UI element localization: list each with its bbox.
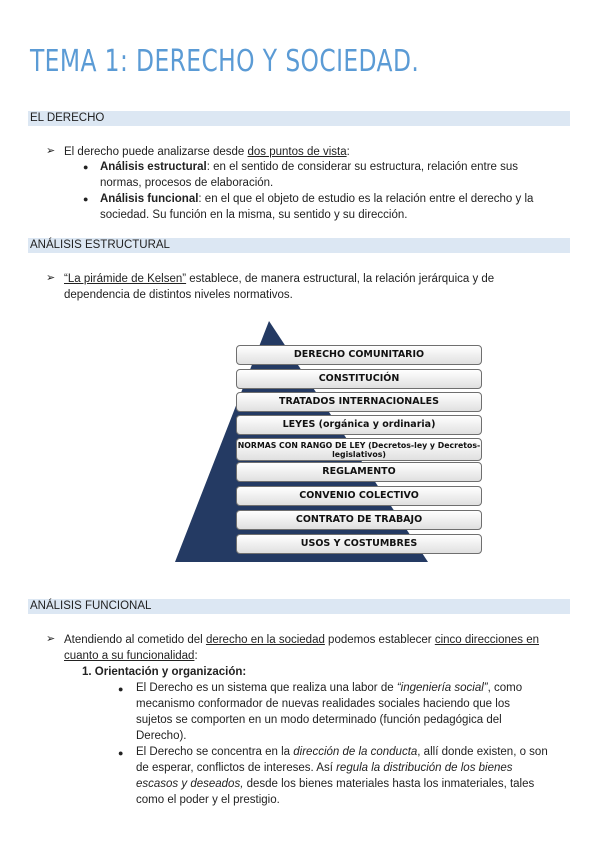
derecho-item-estructural: Análisis estructural: en el sentido de considerar su estructura, relación entre sus normas, procesos de elaboración. [100, 161, 519, 189]
numbered-heading: 1. Orientación y organización: [82, 666, 247, 678]
section-heading-funcional: ANÁLISIS FUNCIONAL [28, 599, 570, 614]
arrow-bullet-icon: ➢ [46, 145, 56, 157]
section-heading-derecho: EL DERECHO [28, 111, 570, 126]
section-heading-estructural: ANÁLISIS ESTRUCTURAL [28, 238, 570, 253]
funcional-bullet-2: El Derecho se concentra en la dirección de la conducta, allí donde existen, o son de esperar, conflictos de intereses. Así regula la distribución de los bienes escasos y deseados, desde los bienes materiales hasta los inmateriales, tales como el poder y el prestigio. [136, 746, 548, 806]
page-title: TEMA 1: DERECHO Y SOCIEDAD. [30, 44, 420, 79]
pyramid-level: CONSTITUCIÓN [236, 369, 482, 389]
bullet-dot-icon: ● [83, 194, 89, 204]
derecho-intro: El derecho puede analizarse desde dos puntos de vista: [64, 146, 350, 158]
pyramid-level: DERECHO COMUNITARIO [236, 345, 482, 365]
pyramid-level: NORMAS CON RANGO DE LEY (Decretos-ley y Decretos-legislativos) [236, 438, 482, 461]
bullet-dot-icon: ● [83, 162, 89, 172]
pyramid-level: REGLAMENTO [236, 462, 482, 482]
pyramid-level: LEYES (orgánica y ordinaria) [236, 415, 482, 435]
pyramid-level: USOS Y COSTUMBRES [236, 534, 482, 554]
bullet-dot-icon: ● [118, 684, 124, 694]
bullet-dot-icon: ● [118, 748, 124, 758]
pyramid-level: CONVENIO COLECTIVO [236, 486, 482, 506]
pyramid-level: CONTRATO DE TRABAJO [236, 510, 482, 530]
estructural-text: “La pirámide de Kelsen” establece, de manera estructural, la relación jerárquica y de dependencia de distintos niveles normativos. [64, 273, 495, 301]
funcional-intro: Atendiendo al cometido del derecho en la sociedad podemos establecer cinco direcciones en cuanto a su funcionalidad: [64, 634, 540, 662]
pyramid-level: TRATADOS INTERNACIONALES [236, 392, 482, 412]
arrow-bullet-icon: ➢ [46, 272, 56, 284]
funcional-bullet-1: El Derecho es un sistema que realiza una labor de “ingeniería social”, como mecanismo conformador de nuevas realidades sociales haciendo que los sujetos se comporten en un modo determinado (función pedagógica del Derecho). [136, 682, 523, 742]
derecho-item-funcional: Análisis funcional: en el que el objeto de estudio es la relación entre el derecho y la sociedad. Su función en la misma, su sentido y su dirección. [100, 193, 534, 221]
arrow-bullet-icon: ➢ [46, 633, 56, 645]
